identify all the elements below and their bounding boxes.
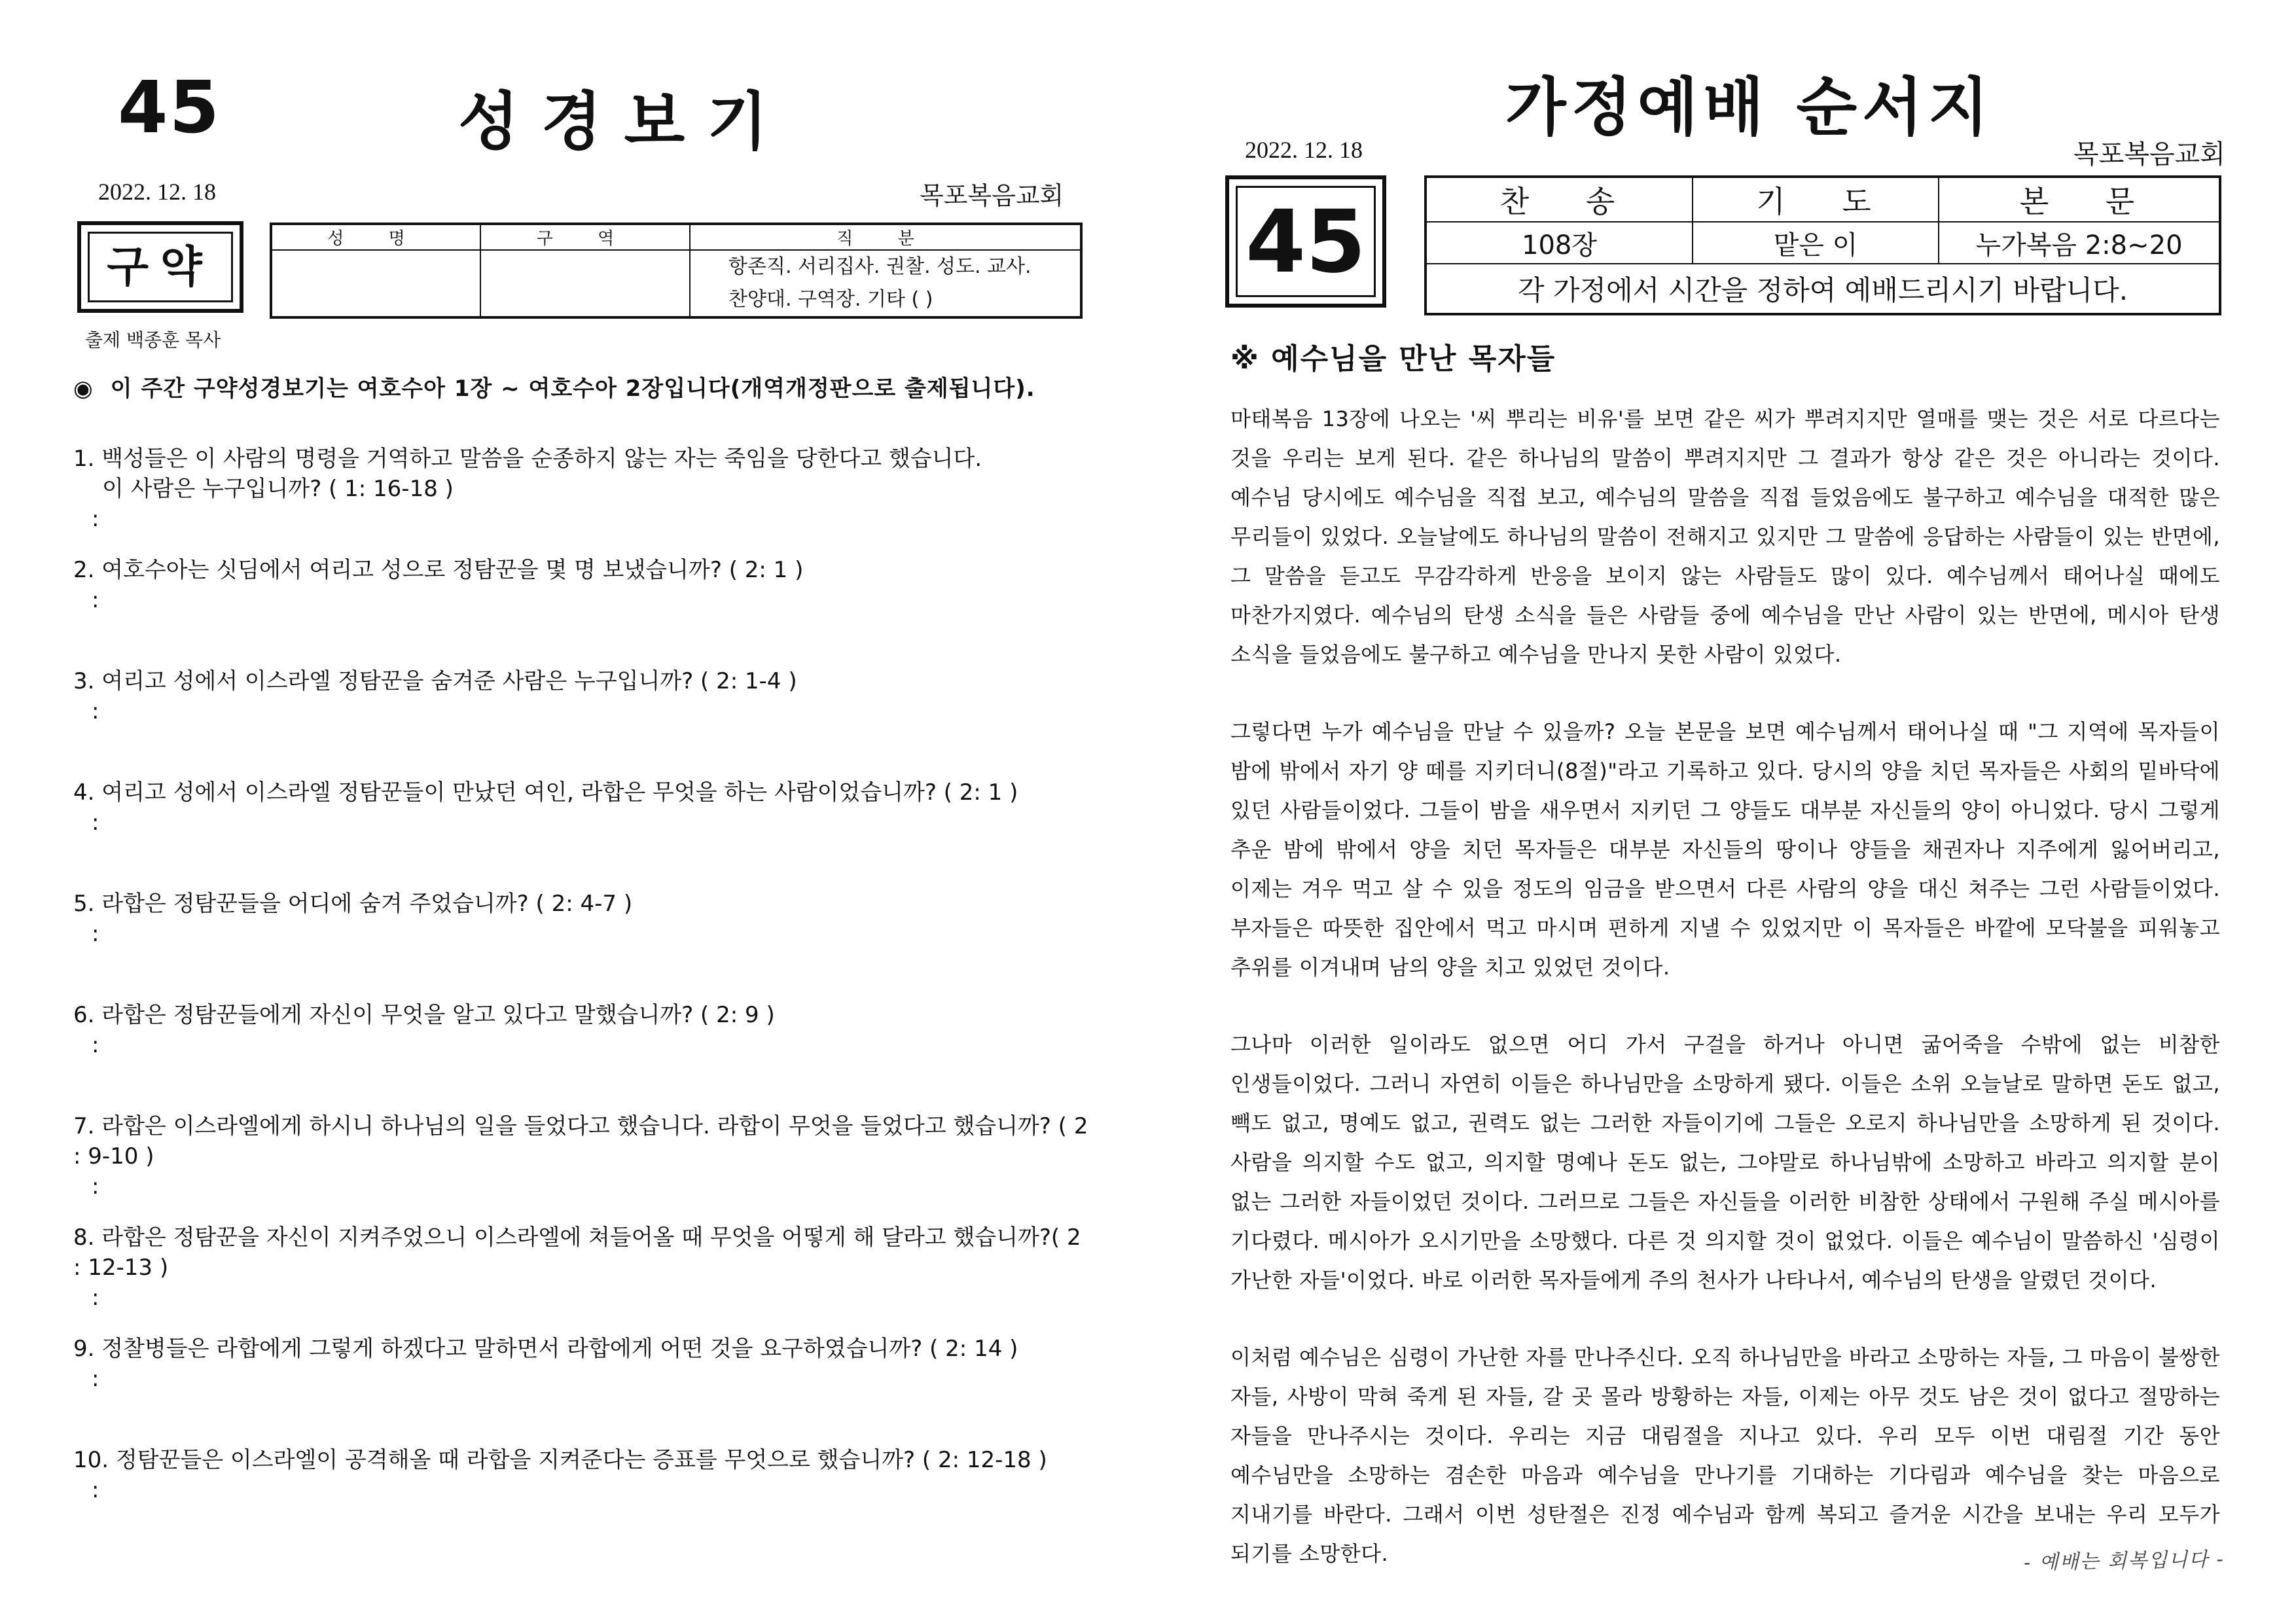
answer-line[interactable]: : [92,921,99,947]
question-item [73,1445,1094,1556]
section-label: 구약 [88,232,233,302]
quiz-date: 2022. 12. 18 [98,179,216,205]
question-item [73,777,1094,889]
question-item [73,1334,1094,1445]
question-item [73,444,1094,555]
question-item [73,1222,1094,1334]
scripture-value: 누가복음 2:8~20 [1939,222,2220,264]
answer-line[interactable]: : [92,698,99,724]
hymn-value: 108장 [1426,222,1693,264]
sermon-article [1230,399,2220,1611]
answer-line[interactable]: : [92,1032,99,1058]
worship-title: 가정예배 순서지 [1505,71,1994,144]
handwritten-signature: - 예배는 회복입니다 - [2023,1548,2225,1575]
answer-line[interactable]: : [92,1477,99,1503]
scripture-header: 본 문 [1939,177,2220,222]
quiz-author: 출제 백종훈 목사 [85,329,221,351]
quiz-title: 성경보기 [458,85,790,158]
question-text: 2. 여호수아는 싯딤에서 여리고 성으로 정탐꾼을 몇 명 보냈습니까? ( 2: 1 ) [73,557,804,583]
question-item [73,555,1094,666]
question-text: 10. 정탐꾼들은 이스라엘이 공격해올 때 라합을 지켜준다는 증표를 무엇으로 했습니까? ( 2: 12-18 ) [73,1447,1047,1473]
worship-order-table [1424,175,2221,315]
question-text: 6. 라합은 정탐꾼들에게 자신이 무엇을 알고 있다고 말했습니까? ( 2: 9 ) [73,1002,775,1028]
name-header: 성 명 [271,224,480,250]
position-options [690,250,1081,317]
section-badge [77,221,243,313]
article-paragraph: 이처럼 예수님은 심령이 가난한 자를 만나주신다. 오직 하나님만을 바라고 소망하는 자들, 그 마음이 불쌍한 자들, 사방이 막혀 죽게 된 자들, 갈 곳 몰라 방황하는 자들, 이제는 아무 것도 남은 것이 없다고 절망하는 자들을 만나주시는 것이다. 우리는 지금 대림절을 지나고 있다. 우리 모두 이번 대림절 기간 동안 예수님만을 소망하는 겸손한 마음과 예수님을 만나기를 기대하는 기다림과 예수님을 찾는 마음으로 지내기를 바란다. 그래서 이번 성탄절은 진정 예수님과 함께 복되고 즐거운 시간을 보내는 우리 모두가 되기를 소망한다. [1230,1345,2220,1566]
district-field[interactable] [480,250,690,317]
question-item [73,1111,1094,1222]
worship-date: 2022. 12. 18 [1245,137,1363,163]
quiz-issue-number: 45 [118,65,221,149]
prayer-value: 맡은 이 [1693,222,1939,264]
article-paragraph: 마태복음 13장에 나오는 '씨 뿌리는 비유'를 보면 같은 씨가 뿌려지지만 열매를 맺는 것은 서로 다르다는 것을 우리는 보게 된다. 같은 하나님의 말씀이 뿌려지지만 그 결과가 항상 같은 것은 아니라는 것이다. 예수님 당시에도 예수님을 직접 보고, 예수님의 말씀을 직접 들었음에도 불구하고 예수님을 대적한 많은 무리들이 있었다. 오늘날에도 하나님의 말씀이 전해지고 있지만 그 말씀에 응답하는 사람들이 있는 반면에, 그 말씀을 듣고도 무감각하게 반응을 보이지 않는 사람들도 많이 있다. 예수님께서 태어나실 때에도 마찬가지였다. 예수님의 탄생 소식을 들은 사람들 중에 예수님을 만난 사람이 있는 반면에, 메시아 탄생 소식을 들었음에도 불구하고 예수님을 만나지 못한 사람이 있었다. [1230,406,2220,667]
hymn-header: 찬 송 [1426,177,1693,222]
question-text: 7. 라합은 이스라엘에게 하시니 하나님의 일을 들었다고 했습니다. 라합이 무엇을 들었다고 했습니까? ( 2 : 9-10 ) [73,1113,1088,1169]
target-bullet-icon: ◉ [73,376,94,402]
answer-line[interactable]: : [92,506,99,532]
answer-line[interactable]: : [92,1366,99,1392]
question-text: 1. 백성들은 이 사람의 명령을 거역하고 말씀을 순종하지 않는 자는 죽임을 당한다고 했습니다. [73,446,982,472]
quiz-church-name: 목포복음교회 [920,181,1064,210]
question-item [73,1000,1094,1111]
answer-line[interactable]: : [92,587,99,613]
question-list [73,444,1094,1556]
question-item [73,889,1094,1000]
weekly-notice [73,370,1035,402]
article-heading: ※ 예수님을 만난 목자들 [1230,342,1556,376]
article-paragraph: 그나마 이러한 일이라도 없으면 어디 가서 구걸을 하거나 아니면 굶어죽을 수밖에 없는 비참한 인생들이었다. 그러니 자연히 이들은 하나님만을 소망하게 됐다. 이들은 소위 오늘날로 말하면 돈도 없고, 빽도 없고, 명예도 없고, 권력도 없는 그러한 자들이기에 그들은 오로지 하나님만을 소망하게 된 것이다. 사람을 의지할 수도 없고, 의지할 명예나 돈도 없는, 그야말로 하나님밖에 소망하고 바라고 의지할 분이 없는 그러한 자들이었던 것이다. 그러므로 그들은 자신들을 이러한 비참한 상태에서 구원해 주실 메시아를 기다렸다. 메시아가 오시기만을 소망했다. 다른 것 의지할 것이 없었다. 이들은 예수님이 말씀하신 '심령이 가난한 자들'이었다. 바로 이러한 목자들에게 주의 천사가 나타나서, 예수님의 탄생을 알렸던 것이다. [1230,1032,2220,1293]
answer-line[interactable]: : [92,1285,99,1311]
worship-church-name: 목포복음교회 [2073,139,2225,169]
name-field[interactable] [271,250,480,317]
answer-line[interactable]: : [92,810,99,836]
question-text: 9. 정찰병들은 라합에게 그렇게 하겠다고 말하면서 라합에게 어떤 것을 요구하였습니까? ( 2: 14 ) [73,1336,1018,1362]
article-paragraph: 그렇다면 누가 예수님을 만날 수 있을까? 오늘 본문을 보면 예수님께서 태어나실 때 "그 지역에 목자들이 밤에 밖에서 자기 양 떼를 지키더니(8절)"라고 기록하고 있다. 당시의 양을 치던 목자들은 사회의 밑바닥에 있던 사람들이었다. 그들이 밤을 새우면서 지키던 그 양들도 대부분 자신들의 양이 아니었다. 당시 그렇게 추운 밤에 밖에서 양을 치던 목자들은 대부분 자신들의 땅이나 양들을 채권자나 지주에게 잃어버리고, 이제는 겨우 먹고 살 수 있을 정도의 임금을 받으면서 다른 사람의 양을 대신 쳐주는 그런 사람들이었다. 부자들은 따뜻한 집안에서 먹고 마시며 편하게 지낼 수 있었지만 이 목자들은 바깥에 모닥불을 피워놓고 추위를 이겨내며 남의 양을 치고 있었던 것이다. [1230,719,2220,980]
respondent-info-table [270,223,1083,319]
question-item [73,666,1094,777]
question-text: 8. 라합은 정탐꾼을 자신이 지켜주었으니 이스라엘에 쳐들어올 때 무엇을 어떻게 해 달라고 했습니까?( 2 : 12-13 ) [73,1224,1081,1281]
notice-text: 이 주간 구약성경보기는 여호수아 1장 ~ 여호수아 2장입니다(개역개정판으로 출제됩니다). [110,376,1035,402]
answer-line[interactable]: : [92,1173,99,1200]
position-options-line-2: 찬양대. 구역장. 기타 ( ) [728,288,933,311]
position-header: 직 분 [690,224,1081,250]
bible-quiz-page [0,0,1113,1623]
question-text-continued: 이 사람은 누구입니까? ( 1: 16-18 ) [102,476,454,502]
prayer-header: 기 도 [1693,177,1939,222]
question-text: 4. 여리고 성에서 이스라엘 정탐꾼들이 만났던 여인, 라합은 무엇을 하는 사람이었습니까? ( 2: 1 ) [73,779,1018,806]
question-text: 5. 라합은 정탐꾼들을 어디에 숨겨 주었습니까? ( 2: 4-7 ) [73,891,633,917]
worship-instruction: 각 가정에서 시간을 정하여 예배드리시기 바랍니다. [1426,264,2220,314]
district-header: 구 역 [480,224,690,250]
question-text: 3. 여리고 성에서 이스라엘 정탐꾼을 숨겨준 사람은 누구입니까? ( 2: 1-4 ) [73,668,797,694]
family-worship-page [1217,0,2238,1623]
issue-number-box [1225,175,1386,308]
worship-issue-number: 45 [1236,186,1376,297]
position-options-line-1: 항존직. 서리집사. 권찰. 성도. 교사. [728,255,1031,278]
